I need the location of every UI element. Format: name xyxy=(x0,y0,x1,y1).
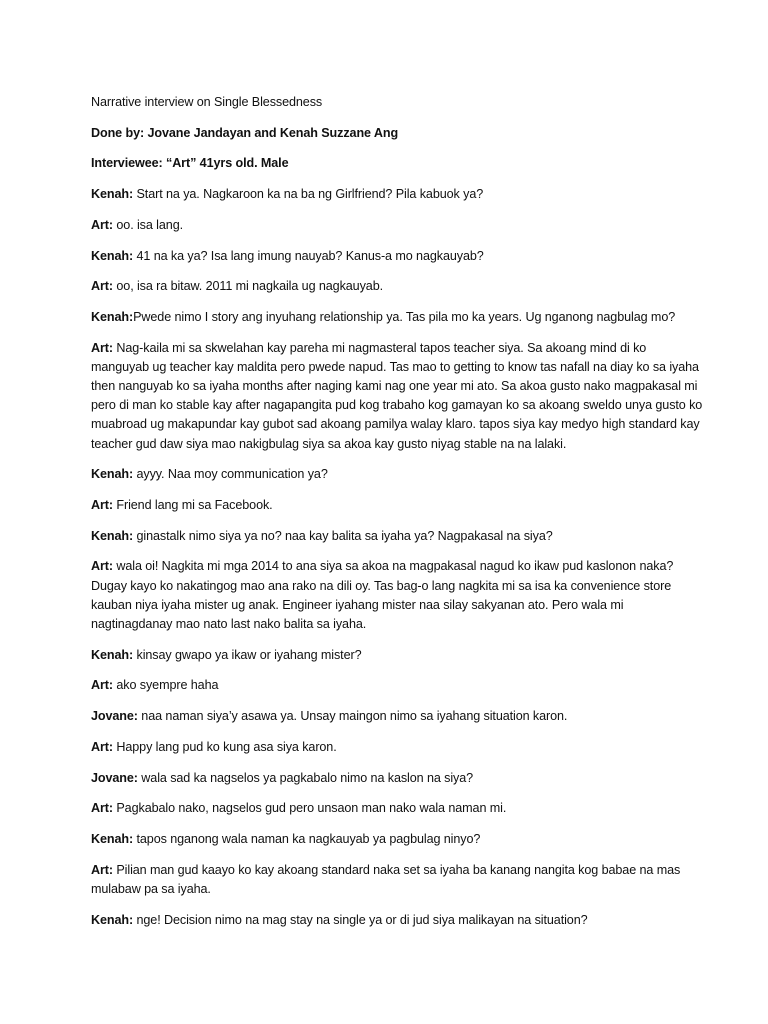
dialogue-line xyxy=(91,738,704,757)
speaker-name: Art: xyxy=(91,801,113,816)
speaker-text: oo, isa ra bitaw. 2011 mi nagkaila ug nagkauyab. xyxy=(112,279,383,294)
dialogue-line xyxy=(91,911,704,930)
speaker-name: Kenah: xyxy=(91,912,134,927)
speaker-name: Art: xyxy=(91,340,113,355)
speaker-name: Jovane: xyxy=(91,770,138,785)
dialogue-line xyxy=(91,339,704,454)
speaker-text: wala sad ka nagselos ya pagkabalo nimo na kaslon na siya? xyxy=(137,770,474,785)
dialogue-line xyxy=(91,799,704,818)
dialogue-line xyxy=(91,247,704,266)
speaker-text: Pwede nimo I story ang inyuhang relationship ya. Tas pila mo ka years. Ug nganong nagbulag mo? xyxy=(133,309,676,324)
speaker-name: Kenah: xyxy=(91,831,134,846)
speaker-text: Nag-kaila mi sa skwelahan kay pareha mi nagmasteral tapos teacher siya. Sa akoang mind di ko manguyab ug teacher kay maldita pero pwede napud. Tas mao to getting to know tas nafall na diay ko sa iyaha then nanguyab ko sa iyaha months after naging kami nag one year mi ato. Sa akoa gusto nako magpakasal mi pero di man ko stable kay after nagapangita pud kog trabaho kog gamayan ko sa akoang sweldo unya gusto ko muabroad ug makapundar kay gubot sad akoang pamilya walay klaro. tapos siya kay medyo high standard kay teacher gud daw siya mao nakigbulag siya sa akoa kay gusto niyag stable na na lalaki. xyxy=(91,340,703,451)
speaker-name: Art: xyxy=(91,739,113,754)
speaker-text: ako syempre haha xyxy=(112,678,219,693)
speaker-text: naa naman siya’y asawa ya. Unsay maingon nimo sa iyahang situation karon. xyxy=(137,709,568,724)
speaker-text: Pagkabalo nako, nagselos gud pero unsaon man nako wala naman mi. xyxy=(112,801,507,816)
speaker-name: Art: xyxy=(91,559,113,574)
speaker-name: Jovane: xyxy=(91,709,138,724)
dialogue-line xyxy=(91,646,704,665)
speaker-text: oo. isa lang. xyxy=(112,217,183,232)
dialogue-line xyxy=(91,527,704,546)
speaker-name: Art: xyxy=(91,217,113,232)
speaker-text: ginastalk nimo siya ya no? naa kay balita sa iyaha ya? Nagpakasal na siya? xyxy=(133,528,553,543)
speaker-text: wala oi! Nagkita mi mga 2014 to ana siya sa akoa na magpakasal nagud ko ikaw pud kaslonon naka? Dugay kayo ko nakatingog mao ana rako na dili oy. Tas bag-o lang nagkita mi sa isa ka convenience store kauban niya iyaha mister ug anak. Engineer iyahang mister naa silay sakyanan ato. Pero wala mi nagtinagdanay mao nato last nako balita sa iyaha. xyxy=(91,559,674,632)
speaker-text: ayyy. Naa moy communication ya? xyxy=(133,467,328,482)
dialogue-line xyxy=(91,185,704,204)
speaker-text: tapos nganong wala naman ka nagkauyab ya pagbulag ninyo? xyxy=(133,831,481,846)
speaker-name: Art: xyxy=(91,279,113,294)
dialogue-line xyxy=(91,557,704,634)
speaker-name: Kenah: xyxy=(91,467,134,482)
dialogue-line xyxy=(91,830,704,849)
speaker-text: Pilian man gud kaayo ko kay akoang standard naka set sa iyaha ba kanang nangita kog babae na mas mulabaw pa sa iyaha. xyxy=(91,862,681,896)
speaker-text: nge! Decision nimo na mag stay na single ya or di jud siya malikayan na situation? xyxy=(133,912,588,927)
dialogue-line xyxy=(91,676,704,695)
dialogue-line xyxy=(91,277,704,296)
document-authors: Done by: Jovane Jandayan and Kenah Suzzane Ang xyxy=(91,125,399,140)
speaker-name: Kenah: xyxy=(91,248,134,263)
dialogue-line xyxy=(91,496,704,515)
dialogue-line xyxy=(91,465,704,484)
speaker-text: Start na ya. Nagkaroon ka na ba ng Girlfriend? Pila kabuok ya? xyxy=(133,187,484,202)
speaker-text: kinsay gwapo ya ikaw or iyahang mister? xyxy=(133,647,362,662)
speaker-name: Art: xyxy=(91,678,113,693)
dialogue-line xyxy=(91,308,704,327)
speaker-name: Kenah: xyxy=(91,309,134,324)
dialogue-line xyxy=(91,861,704,899)
speaker-text: 41 na ka ya? Isa lang imung nauyab? Kanus-a mo nagkauyab? xyxy=(133,248,484,263)
speaker-name: Kenah: xyxy=(91,647,134,662)
speaker-text: Happy lang pud ko kung asa siya karon. xyxy=(112,739,337,754)
dialogue-line xyxy=(91,769,704,788)
speaker-name: Kenah: xyxy=(91,528,134,543)
speaker-text: Friend lang mi sa Facebook. xyxy=(112,498,273,513)
dialogue-line xyxy=(91,216,704,235)
speaker-name: Kenah: xyxy=(91,187,134,202)
speaker-name: Art: xyxy=(91,862,113,877)
dialogue-line xyxy=(91,707,704,726)
document-interviewee: Interviewee: “Art” 41yrs old. Male xyxy=(91,156,289,171)
document-title: Narrative interview on Single Blessedness xyxy=(91,95,323,109)
dialogue-transcript xyxy=(91,185,704,930)
speaker-name: Art: xyxy=(91,498,113,513)
